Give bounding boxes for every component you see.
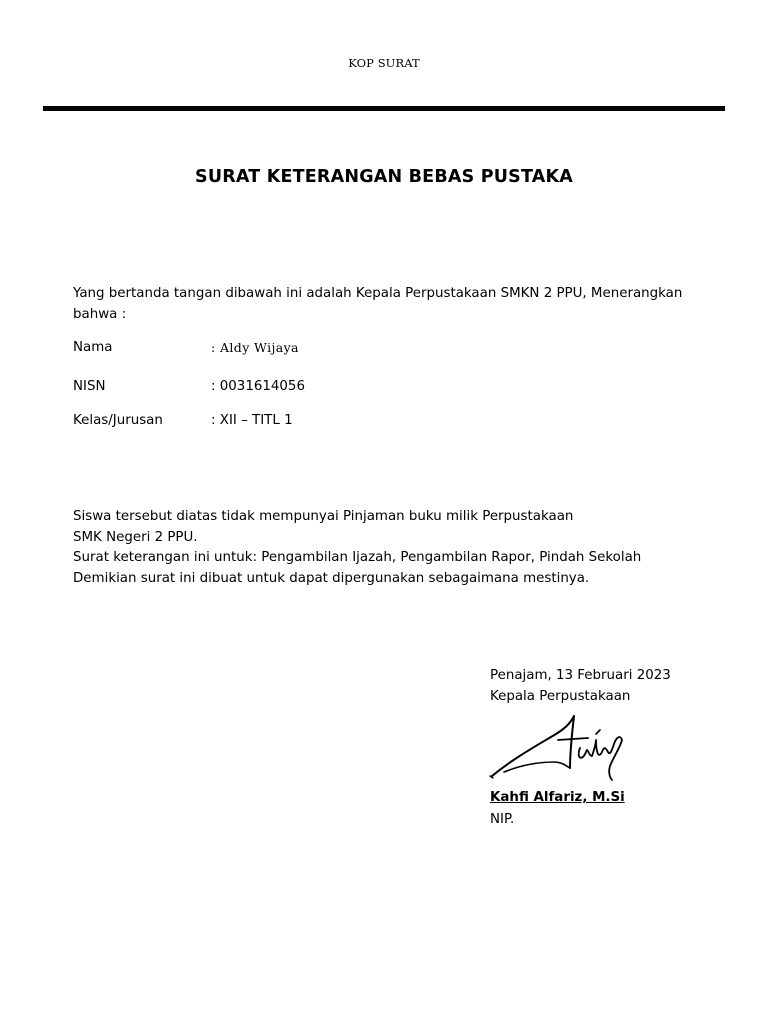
statement-line: SMK Negeri 2 PPU. <box>73 529 198 545</box>
intro-paragraph: Yang bertanda tangan dibawah ini adalah Kepala Perpustakaan SMKN 2 PPU, Menerangkan bahwa : <box>73 286 683 322</box>
field-label-kelas-jurusan: Kelas/Jurusan <box>73 413 163 428</box>
closing-block <box>490 666 750 707</box>
signer-name: Kahfi Alfariz, M.Si <box>490 790 625 805</box>
letterhead-divider <box>43 106 725 111</box>
signer-position: Kepala Perpustakaan <box>490 688 631 704</box>
document-title: SURAT KETERANGAN BEBAS PUSTAKA <box>195 167 573 187</box>
field-kelas-jurusan <box>73 411 633 431</box>
field-label-nama: Nama <box>73 340 113 355</box>
field-label-nisn: NISN <box>73 379 106 394</box>
field-nisn <box>73 377 633 397</box>
statement-paragraph <box>73 507 693 589</box>
field-value-nisn: : 0031614056 <box>211 379 305 394</box>
field-value-nama: : Aldy Wijaya <box>211 340 299 355</box>
statement-line: Demikian surat ini dibuat untuk dapat dipergunakan sebagaimana mestinya. <box>73 570 590 586</box>
letterhead-placeholder: KOP SURAT <box>348 56 420 70</box>
place-date: Penajam, 13 Februari 2023 <box>490 668 671 683</box>
handwritten-signature <box>484 710 634 786</box>
statement-line: Siswa tersebut diatas tidak mempunyai Pinjaman buku milik Perpustakaan <box>73 509 574 524</box>
signer-nip: NIP. <box>490 812 515 827</box>
field-nama <box>73 338 633 358</box>
statement-line: Surat keterangan ini untuk: Pengambilan Ijazah, Pengambilan Rapor, Pindah Sekolah <box>73 550 642 565</box>
field-value-kelas-jurusan: : XII – TITL 1 <box>211 413 293 428</box>
